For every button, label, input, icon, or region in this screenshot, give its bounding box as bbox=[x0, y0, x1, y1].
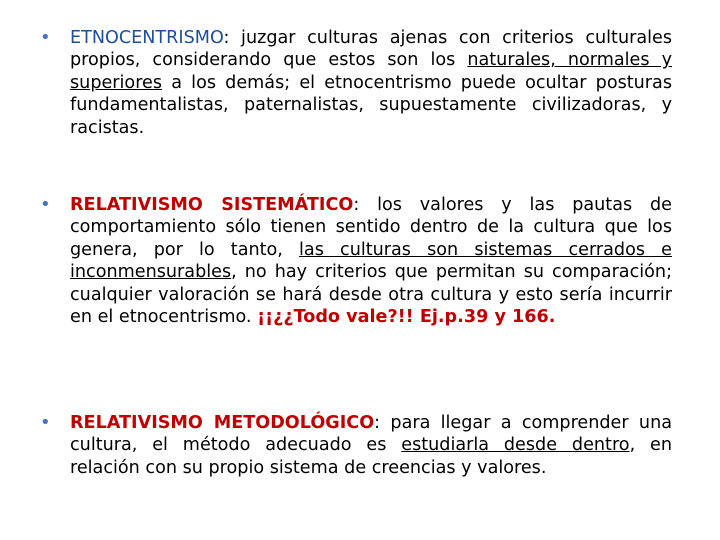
underlined-phrase: estudiarla desde dentro bbox=[401, 435, 630, 456]
definition-text: los valores y las pautas de comportamiento sólo tienen sentido dentro de la cultura que los genera, por lo tanto, bbox=[70, 195, 672, 260]
definition-text: juzgar culturas ajenas con criterios culturales propios, considerando que estos son los bbox=[70, 28, 672, 71]
underlined-phrase: las culturas son sistemas cerrados e inconmensurables bbox=[70, 239, 672, 283]
colon: : bbox=[353, 195, 360, 215]
underlined-phrase: naturales, normales y superiores bbox=[70, 50, 672, 93]
definition-text-continued: , no hay criterios que permitan su comparación; cualquier valoración se hará desde otra cultura y esto sería incurrir en el etnocentrismo. bbox=[70, 262, 672, 328]
definition-text-continued: , en relación con su propio sistema de creencias y valores. bbox=[70, 435, 672, 478]
term-relativismo-metodologico: RELATIVISMO METODOLÓGICO bbox=[70, 413, 375, 433]
definition-text: para llegar a comprender una cultura, el método adecuado es bbox=[70, 413, 673, 456]
colon: : bbox=[374, 413, 381, 433]
bullet-relativismo-sistematico bbox=[70, 194, 672, 328]
term-relativismo-sistematico: RELATIVISMO SISTEMÁTICO bbox=[70, 195, 354, 215]
bullet-etnocentrismo bbox=[70, 27, 672, 139]
definition-text-continued: a los demás; el etnocentrismo puede ocultar posturas fundamentalistas, paternalistas, supuestamente civilizadoras, y racistas. bbox=[70, 72, 672, 138]
highlight-note: ¡¡¿¿Todo vale?!! Ej.p.39 y 166. bbox=[257, 307, 556, 328]
term-etnocentrismo: ETNOCENTRISMO bbox=[70, 28, 224, 48]
colon: : bbox=[223, 28, 230, 48]
bullet-relativismo-metodologico bbox=[70, 412, 672, 479]
